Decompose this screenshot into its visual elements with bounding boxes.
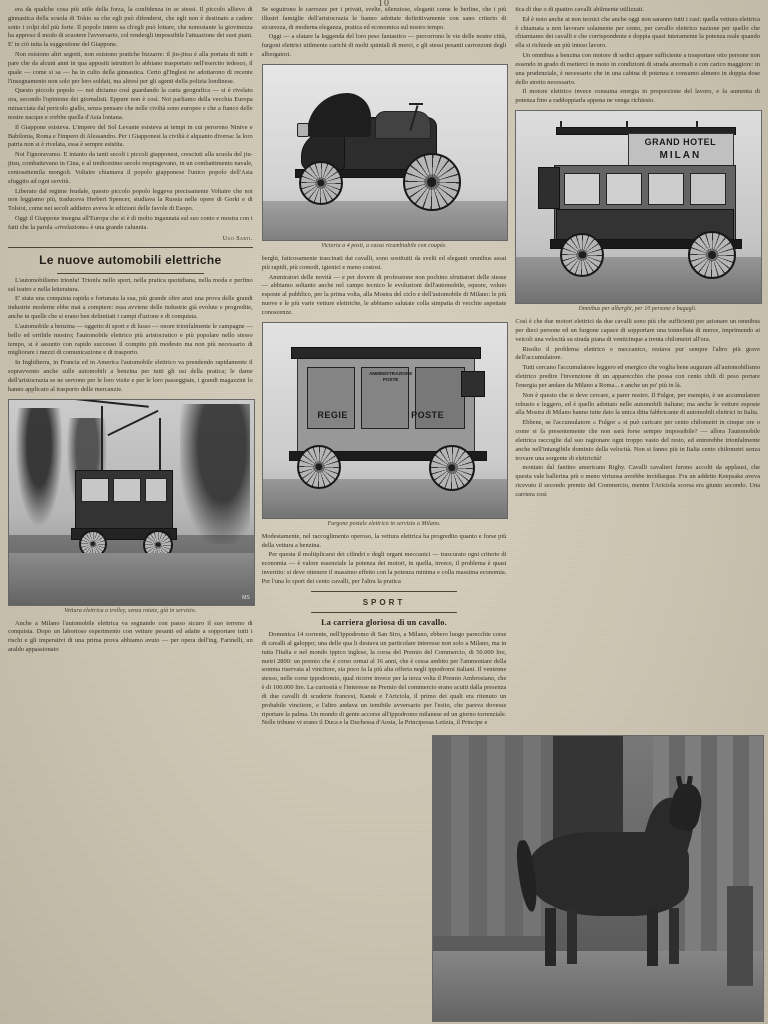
paragraph: Modestamente, nel raccoglimento operoso, la vettura elettrica ha progredito quanto e forse più della vettura a benzina.	[261, 532, 507, 549]
figure-hotel-omnibus	[515, 110, 760, 314]
article-title-horse: La carriera gloriosa di un cavallo.	[321, 617, 447, 627]
paragraph: Oggi — a sfatare la leggenda del loro peso fantastico — percorrono le vie delle nostre città, furgoni elettrici utilmente carichi di molti quintali di merci, e gli stessi pesanti carrozzoni degli albergatori.	[261, 33, 507, 59]
paragraph: Il Giappone esisteva. L'impero del Sol Levante esisteva ai tempi in cui perorono Ninive e Babilonia, Roma e l'impero di Alessandro. Per i Giapponesi la civiltà è alquanto diversa: la loro patria non si è rivelata, essa è sempre esistita.	[8, 123, 253, 149]
section-title-sport: SPORT	[362, 597, 406, 607]
photo-victoria	[262, 64, 509, 241]
paragraph: Così è che due motori elettrici da due cavalli sono più che sufficienti per azionare un omnibus per dieci persone ed un furgone capace di sopportare una tonnellata di merce, imprimendo ai veicoli una velocità su strada piana di venticinque a trenta chilometri all'ora.	[515, 318, 761, 343]
paragraph: Per questa il moltiplicarsi dei cilindri e degli organi meccanici — trascurato ogni criterio di economia — è valore essenziale la potenza dei motori, in quella, invece, il problema è quasi invertito: si deve ottenere il massimo effetto con la potenza minima e colla massima economia. Per l'una lo sport dei cento cavalli, per l'altra la pratica	[261, 551, 507, 585]
section-title-electric-cars: Le nuove automobili elettriche	[39, 253, 222, 268]
figure-caption: Victoria a 4 posti, a cassa ricambiabile con coupée.	[321, 242, 447, 249]
paragraph: Se seguirono le carrozze per i privati, svelte, silenziose, eleganti come le berline, che i più illustri famiglie dell'aristocrazia le hanno adottate definitivamente con sano criterio di sicurezza, di moderna eleganza, pratica ed economica sul nostro tempo.	[261, 6, 507, 31]
photo-racehorse	[432, 735, 764, 1022]
paragraph: Non esistono altri segreti, non esistono pratiche bizzarre: il jiu-jitsu è alla portata di tutti e pare che da alcuni anni in qua appositi istruttori lo abbiano trasportato nell'esercito tedesco, il quale — come si sa — ha in culto della ginnastica. Certo gl'Inglesi ne adottarono di recente l'insegnamento non solo per loro soldati, ma altresì per gli agenti della polizia londinese.	[8, 51, 253, 85]
photo-omnibus: GRAND HOTEL MILAN	[515, 110, 762, 304]
paragraph: Domenica 14 corrente, nell'ippodromo di San Siro, a Milano, ebbero luogo parecchie corse di cavalli al galoppo; una delle qua li destava un particolare interesse non solo a Milano, ma in tutta l'Italia e nel mondo ippico inglese, la corsa del Premio del Commercio, di 50.000 lire, metri 2800: un premio che è corso ormai al 16 anni, che è cessa ambito per l'ammontare della somma riservata al vincitore, sia poco fa la più alta offerta negli ippodromi italiani. Il ventenne stesso, nelle corse ippodromio, qual ricorre invece per la terza volta il Premio Ambrosiano, che è di 100.000 lire. La curiosità e l'interesse ne Premio del commercio erano acuiti dalla presenza di due cavalli di scuderie francesi, Kansk e l'Ariciola, il primo dei quali era ritenuto un probabile vincitore, e l'altro andava un temibile avversario per l'esito, che pareva dovesse riportare la palma. Un mondo di gente accorse all'ippodromo milanese ed un giorno torrenziale. Nelle tribune vi erano il Duca e la Duchessa d'Aosta, la Principessa Letizia, il Principe e	[261, 631, 507, 727]
page-number: 10	[378, 0, 390, 9]
article-signature: Ugo Sarti.	[222, 234, 253, 242]
figure-caption: Vettura elettrica a trolley, senza rotaie, già in servizio.	[64, 607, 197, 614]
figure-victoria-car	[262, 64, 507, 251]
paragraph: berghi, faticosamente trascinati dai cavalli, sono sostituiti da svelti ed eleganti omnibus assai più rapidi, più comodi, igienici e meno costosi.	[261, 254, 507, 271]
paragraph: L'automobile a benzina — oggetto di sport e di lusso — onore trionfalmente le campagne — bello ed orribile mostro; l'automobile elettrico più aristocratico e più popolare nello stesso tempo, si è assunto con rapido successo il compito più modesto ma non più necessario di migliorare i mezzi di comunicazione e di trasporto.	[8, 322, 253, 357]
paragraph: Liberato dal regime feudale, questo piccolo popolo leggeva precisamente Voltaire che noi non leggiamo più, traduceva Herbert Spencer, studiava la Russia nelle opere di Gorki e di Tolstoi, come nei secoli addietro aveva le edizioni delle favole di Esopo.	[8, 187, 253, 213]
figure-caption: Omnibus per alberghi, per 10 persone e bagagli.	[578, 306, 697, 313]
paragraph: In Inghilterra, in Francia ed in America l'automobile elettrico va prendendo rapidamente il sopravvento anche sulle automobili a benzina per tutti gli usi della pratica; le dame dell'aristocrazia se ne servono per le loro visite e per le loro passeggiate, i grandi magazzini lo hanno applicato al trasporto delle mercanzie.	[8, 359, 253, 393]
paragraph: montato dal fantino americano Righy. Cavalli cavalieri furono accolti da applausi, che questa vale ballerina più o meno virtuosa avrebbe invidiargue. Fra un addetto Keepsake aveva ricevuto il secondo premio del Commercio, mentre l'Ariciola scorsa era giunto secondo. Una carriera così	[515, 464, 761, 498]
photo-trolley: MS	[8, 399, 255, 606]
photo-postal-van: REGIE POSTE AMMINISTRAZIONE POSTE	[262, 322, 509, 519]
figure-trolley-vehicle	[8, 399, 253, 616]
section-divider-small	[311, 612, 458, 613]
paragraph: Risolto il problema elettrico e meccanico, restava pur sempre l'altro più grave dell'accumulatore.	[515, 345, 761, 362]
paragraph: E' stata una conquista rapida e fortunata la sua, più grande oltre anzi una prova delle grandi industrie moderne ebbe mai a compiere: essa avviene delle industrie già evolute e progredite, anche in quelle che si erano ben delimitati i campi d'azione e di conquista.	[8, 295, 253, 321]
paragraph: Non è questo che si deve cercare, a parer nostro. Il Fulgor, per esempio, è un accumulatore robusto e leggero, ed è quello adottato nelle automobili italiane; ma anche le vetture esposte alla Mostra di Milano hanno tutte dato la unica ditta fabbricante di automobili elettrici in Italia.	[515, 391, 761, 417]
paragraph: Noi l'ignoravamo. E intanto da tanti secoli i piccoli giapponesi, cresciuti alla scuola del jiu-jitsu, combattevano in Cina, e al tredicesimo secolo respingevano, in un combattimento navale, centosettemila mongoli. Voltaire chiamava il popolo giapponese l'unico popolo dell'Asia sfuggito ad ogni servitù.	[8, 151, 253, 185]
paragraph: Ed è noto anche ai non tecnici che anche oggi non saranno tutti i casi: quella vettura elettrica è chiamata a non lavorare solamente per cento, per cavallo elettrico nazione per quello che chiamiamo dei cavalli e che corrispondente e doppia quasi interamente la potenza reale quando ella si richiede un più inteso lavoro.	[515, 15, 761, 50]
paragraph: Un omnibus a benzina con motore di sedici appare sufficiente a trasportare otto persone non essendo in grado di metterci in moto in condizioni di strada anormali e con carico maggiore: in una prudenziale, è necessario che in una cabina di potenza e consumo almeno in doppia dose dello stretto necessario.	[515, 52, 761, 86]
section-divider	[8, 247, 253, 248]
paragraph: Tutti cercano l'accumulatore leggero ed energico che voglia bene augurare all'automobilismo elettrico predire l'invenzione di un apparecchio che possa con cento chili di peso portare l'energia per andare da Milano a Roma... e anche un po' più in là.	[515, 364, 761, 389]
section-divider-small	[57, 273, 204, 274]
paragraph: Ammiratori delle novità — e per dovere di professione non pochino sfruttatori delle stesse — abbiamo soltanto anche nel campo tecnico le evoluzioni dell'automobile, equore, voluto esposte al pubblico, per la prima volta, alla Mostra del ciclo e dell'automobile di Milano: le più nuove e le più varie vetture elettriche, le abbiamo salutate colla simpatia di vecchie aspettate conoscenze.	[261, 273, 507, 316]
paragraph: era da qualche cosa più utile della forza, la confidenza in se stessi. Il piccolo allievo di ginnastica della scuola di Tokio sa che egli può difendersi, che egli non è destinato a cadere sotto i colpi del più forte. Il popolo intero sa ch'egli può lottare, che nonostante la giovinezza ha appreso il modo di scuotere l'avversario, col rendergli impossibile l'attuazione dei suoi piani. E' in ciò tutta la suggestione del Giappone.	[8, 6, 253, 49]
figure-postal-van	[262, 322, 507, 529]
paragraph: tica di due o di quattro cavalli abilmente utilizzati.	[515, 6, 644, 13]
paragraph: Ebbene, se l'accumulatore « Fulgor » si può caricare per cento chilometri in cinque ore o come si fa presentemente che non sarà forse sempre impossibile? — allora l'automobile elettrica raccoglie dal suo ragionare ogni troppo vasto del resto, ed entrerebbe trionfalmente anche nell'intangibile dominio della velocità. Non si fanno più in Italia cento chilometri senza trovare una sorgente di elettricità!	[515, 419, 761, 462]
paragraph: Oggi il Giappone insegna all'Europa che si è di molto ingannata sul suo conto e mostra con i fatti che la parola «rivelazione» è una grande calunnia.	[8, 215, 253, 231]
section-divider-small	[311, 591, 458, 592]
paragraph: Questo piccolo popolo — noi diciamo così guardando la carta geografica — si è rivelato ora, secondo l'opinione dei giornalisti. Eppure non è così. Noi parliamo della vecchia Europa minacciata dal pericolo giallo, senza pensare che nelle civiltà sono europee e che a fianco delle nostre nacque e crebbe quella d'Asia lontana.	[8, 87, 253, 121]
paragraph: L'automobilismo trionfa! Trionfa nello sport, nella pratica quotidiana, nella moda e perfino sul teatro e nella letteratura.	[8, 276, 253, 293]
column-left	[8, 6, 253, 1018]
figure-caption: Furgone postale elettrico in servizio a Milano.	[327, 520, 441, 527]
paragraph: Anche a Milano l'automobile elettrica va segnando con passo sicuro il suo terreno di conquista. Dopo un laborioso esperimento con vetture pesanti ed adatte a sopportare tutti i rischi e gli imperativi di una prima prova abbiamo avuto — per opera dell'ing. Farinelli, un araldo appassionato	[8, 619, 253, 654]
paragraph: Il motore elettrico invece consuma energia in proporzione del lavoro, e fa aumenta di potenza fino a raddoppiarla appena ne venga richiesto.	[515, 88, 761, 105]
